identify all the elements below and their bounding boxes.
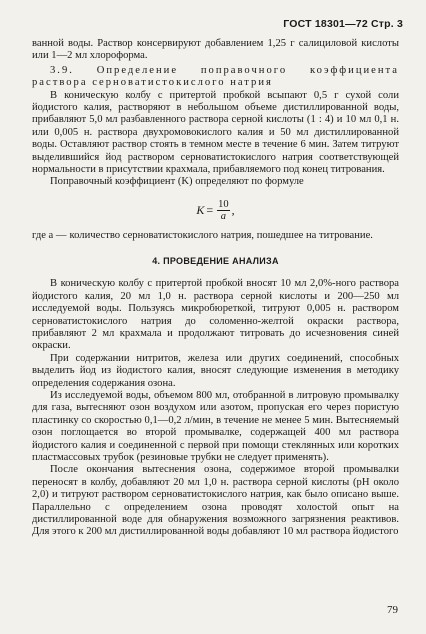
formula-numerator: 10 [218,198,229,210]
formula-legend [32,230,399,242]
page-header: ГОСТ 18301—72 Стр. 3 [283,18,403,30]
legend-text: количество серноватистокислого натрия, пошедшее на титрование. [69,229,373,241]
page-number: 79 [387,604,398,616]
paragraph: Поправочный коэффициент (K) определяют по формуле [50,176,304,188]
paragraph: ванной воды. Раствор консервируют добавлением 1,25 г салициловой кислоты или 1—2 мл хлороформа. [32,38,399,62]
paragraph: В коническую колбу с притертой пробкой вносят 10 мл 2,0%-ного раствора йодистого калия, 20 мл 1,0 н. раствора серной кислоты и 200—250 мл исследуемой воды. Пользуясь микробюреткой, титруют 0,005 н. раствором серноватистокислого натрия до соломенно-желтой окраски раствора, прибавляют 2 мл крахмала и продолжают титровать до исчезновения синей окраски. [32,278,399,352]
formula-equals: = [206,202,214,217]
paragraph: При содержании нитритов, железа или других соединений, способных выделить йод из йодистого калия, вносят следующие изменения в методику определения содержания озона. [32,352,399,389]
formula-lhs: K [196,202,205,217]
paragraph: После окончания вытеснения озона, содержимое второй промывалки переносят в колбу, добавляют 20 мл 1,0 н. раствора серной кислоты (pH около 2,0) и титруют раствором серноватистокислого натрия, как было описано выше. Параллельно с определением озона проводят холостой опыт на дистиллированной воде для обнаружения возможного загрязнения реактивов. Для этого к 200 мл дистиллированной воды добавляют 10 мл раствора йодистого [32,464,399,538]
formula [32,199,399,222]
formula-denominator: a [220,210,227,222]
legend-label: где a — [32,229,67,241]
paragraph: В коническую колбу с притертой пробкой всыпают 0,5 г сухой соли йодистого калия, растворяют в небольшом объеме дистиллированной воды, прибавляют 5,0 мл разбавленного раствора серной кислоты (1 : 4) и 10 мл 0,1 н. или 0,005 н. раствора двухромовокислого калия и 50 мл дистиллированной воды. Оставляют раствор стоять в темном месте в течение 6 мин. Затем титруют выделившийся йод раствором серноватистокислого натрия соответствующей нормальности в присутствии крахмала, прибавляемого под конец титрования. [32,89,399,176]
formula-tail: , [231,202,235,217]
subsection-heading: 3.9. Определение поправочного коэффициента раствора серноватистокислого натрия [32,64,399,89]
section-title: 4. ПРОВЕДЕНИЕ АНАЛИЗА [152,256,279,267]
formula-fraction [217,199,230,222]
paragraph: Из исследуемой воды, объемом 800 мл, отобранной в литровую промывалку для газа, вытесняют озон воздухом или азотом, пропуская его через пористую пластинку со скоростью 0,1—0,2 л/мин, в течение не менее 5 мин. Вытесняемый озон поглощается во второй промывалке, содержащей 400 мл раствора йодистого калия и соединенной с первой при помощи стеклянных или коротких пластмассовых трубок (резиновые трубки не следует применять). [32,389,399,463]
